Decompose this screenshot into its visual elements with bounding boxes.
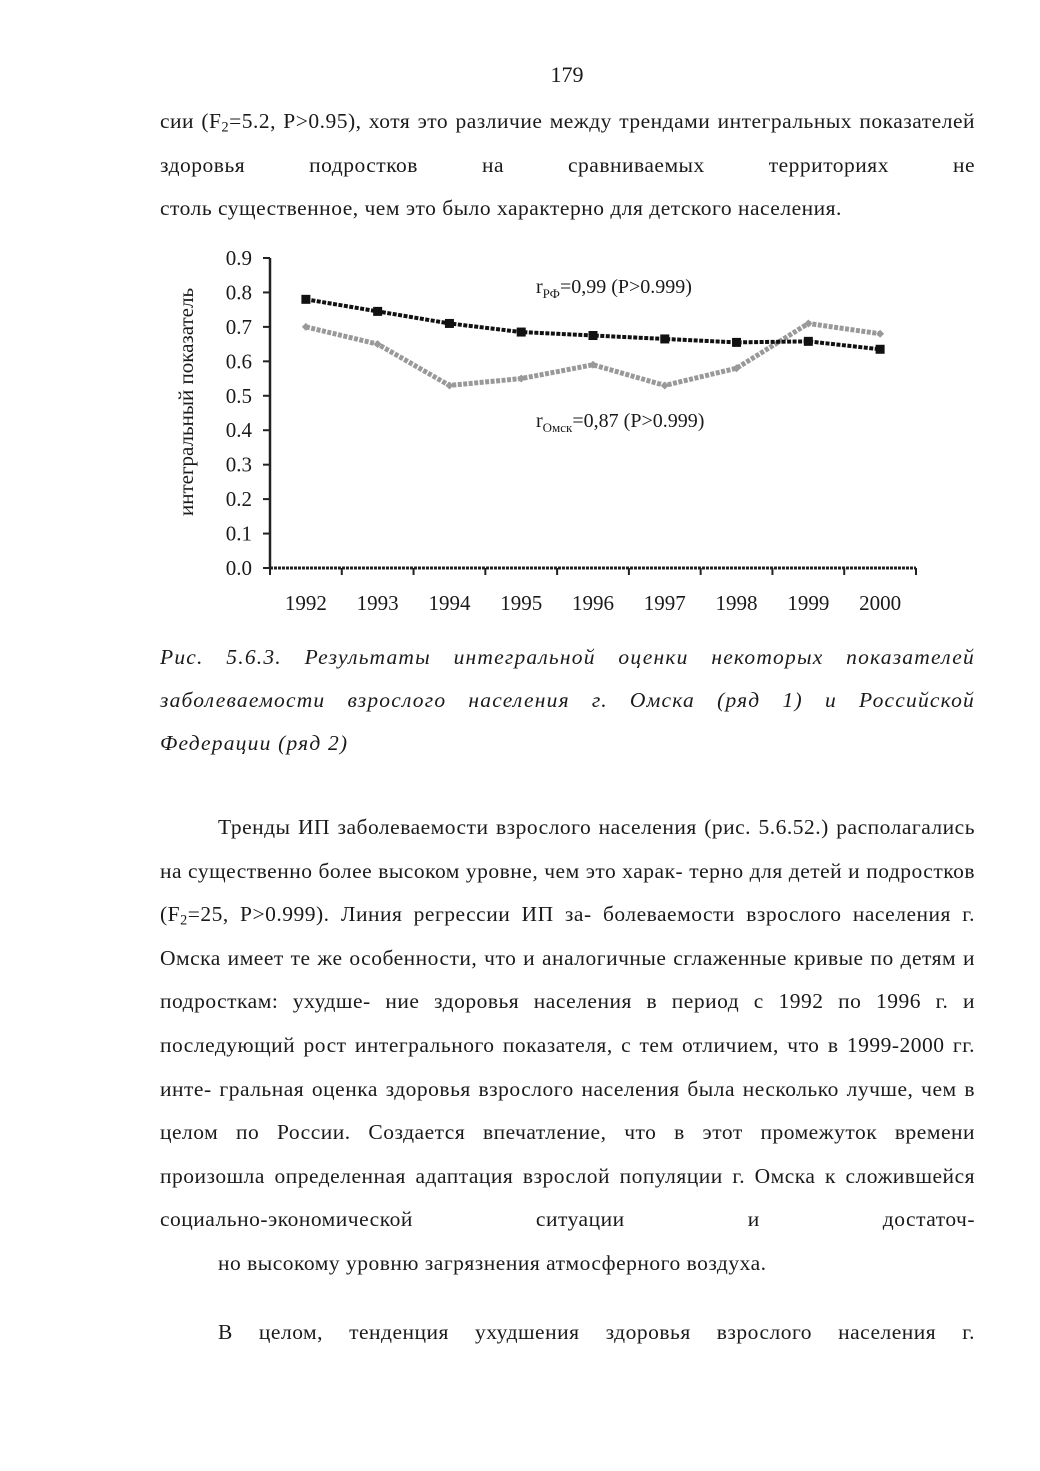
main-paragraph-line: ние здоровья населения в период с 1992 по 1996 г. и последующий рост xyxy=(160,989,975,1057)
svg-text:rОмск=0,87 (P>0.999): $r_{Омск}=0,87$ (P>0.999) xyxy=(536,410,705,435)
y-tick-label: 0.2 xyxy=(225,487,252,512)
y-tick-label: 0.1 xyxy=(225,521,252,546)
caption-line: заболеваемости взрослого населения г. Омска (ряд 1) и Российской xyxy=(160,688,975,712)
series-2-point xyxy=(660,334,669,343)
series-1-point xyxy=(876,330,884,338)
x-tick-label: 1994 xyxy=(428,591,471,615)
main-paragraph-line: Омска к сложившейся социально-экономической ситуации и достаточ- xyxy=(160,1163,975,1232)
svg-text:rРФ=0,99 (P>0.999): $r_{РФ}=0,99$ (P>0.999) xyxy=(536,276,692,301)
x-tick-label: 1992 xyxy=(284,591,327,615)
top-paragraph-line: показателей здоровья подростков на сравниваемых территориях не xyxy=(160,109,976,177)
main-paragraph xyxy=(160,806,975,1286)
series-2-line xyxy=(306,299,880,349)
main-paragraph-line: времени произошла определенная адаптация взрослой популяции г. xyxy=(160,1120,975,1188)
x-tick-label: 1999 xyxy=(787,591,830,615)
series-2-point xyxy=(517,328,526,337)
x-tick-label: 1995 xyxy=(500,591,543,615)
y-tick-label: 0.8 xyxy=(225,280,252,305)
main-paragraph-line: но высокому уровню загрязнения атмосферного воздуха. xyxy=(218,1250,767,1275)
main-paragraph-line: интегрального показателя, с тем отличием, что в 1999-2000 гг. инте- xyxy=(160,1032,975,1101)
top-paragraph-line: столь существенное, чем это было характерно для детского населения. xyxy=(160,196,842,221)
series-2-point xyxy=(373,307,382,316)
series-2-point xyxy=(301,295,310,304)
main-paragraph-line: терно для детей и подростков ($F_2=25$, P>0.999). Линия регрессии ИП за- xyxy=(160,858,976,929)
y-tick-label: 0.6 xyxy=(225,349,252,374)
y-axis-label xyxy=(174,288,198,516)
figure-caption xyxy=(160,636,975,765)
page-number: 179 xyxy=(550,62,584,87)
caption-line: Рис. 5.6.3. Результаты интегральной оценки некоторых показателей xyxy=(160,645,975,669)
annotation-rf xyxy=(536,276,692,301)
top-paragraph-line: сии ($F_2=5.2$, P>0.95), хотя это различие между трендами интегральных xyxy=(160,109,853,136)
y-ticks xyxy=(226,246,270,580)
caption-line: Федерации (ряд 2) xyxy=(160,731,349,755)
bottom-paragraph-line: В целом, тенденция ухудшения здоровья взрослого населения г. xyxy=(218,1320,975,1344)
annotation-omsk xyxy=(536,410,704,435)
series-2-point xyxy=(732,338,741,347)
y-tick-label: 0.0 xyxy=(225,556,252,580)
series-2-point xyxy=(445,319,454,328)
x-ticks xyxy=(270,568,916,615)
x-tick-label: 2000 xyxy=(859,591,902,615)
series-layer xyxy=(301,295,884,390)
main-paragraph-line: располагались на существенно более высоком уровне, чем это харак- xyxy=(160,815,976,883)
x-tick-label: 1998 xyxy=(715,591,758,615)
main-paragraph-line: что и аналогичные сглаженные кривые по детям и подросткам: ухудше- xyxy=(160,945,976,1014)
series-1 xyxy=(302,319,884,389)
main-paragraph-line: болеваемости взрослого населения г. Омска имеет те же особенности, xyxy=(160,902,975,970)
top-paragraph xyxy=(160,100,975,231)
y-tick-label: 0.5 xyxy=(225,383,252,408)
x-tick-label: 1996 xyxy=(572,591,614,615)
x-tick-label: 1993 xyxy=(356,591,399,615)
main-paragraph-line: чем в целом по России. Создается впечатление, что в этот промежуток xyxy=(160,1076,976,1145)
y-axis-label-text: интегральный показатель xyxy=(174,287,198,517)
x-tick-label: 1997 xyxy=(643,591,686,615)
series-1-point xyxy=(445,381,453,389)
y-tick-label: 0.9 xyxy=(225,246,252,270)
y-tick-label: 0.4 xyxy=(225,418,252,443)
main-paragraph-line: Тренды ИП заболеваемости взрослого населения (рис. 5.6.52.) xyxy=(218,815,829,839)
y-tick-label: 0.3 xyxy=(225,452,252,477)
main-paragraph-line: гральная оценка здоровья взрослого населения была несколько лучше, xyxy=(219,1076,914,1101)
bottom-paragraph xyxy=(160,1311,975,1355)
series-2-point xyxy=(876,345,885,354)
series-2 xyxy=(301,295,884,354)
y-tick-label: 0.7 xyxy=(225,314,252,339)
series-2-point xyxy=(589,331,598,340)
line-chart xyxy=(170,235,930,625)
series-2-point xyxy=(804,337,813,346)
